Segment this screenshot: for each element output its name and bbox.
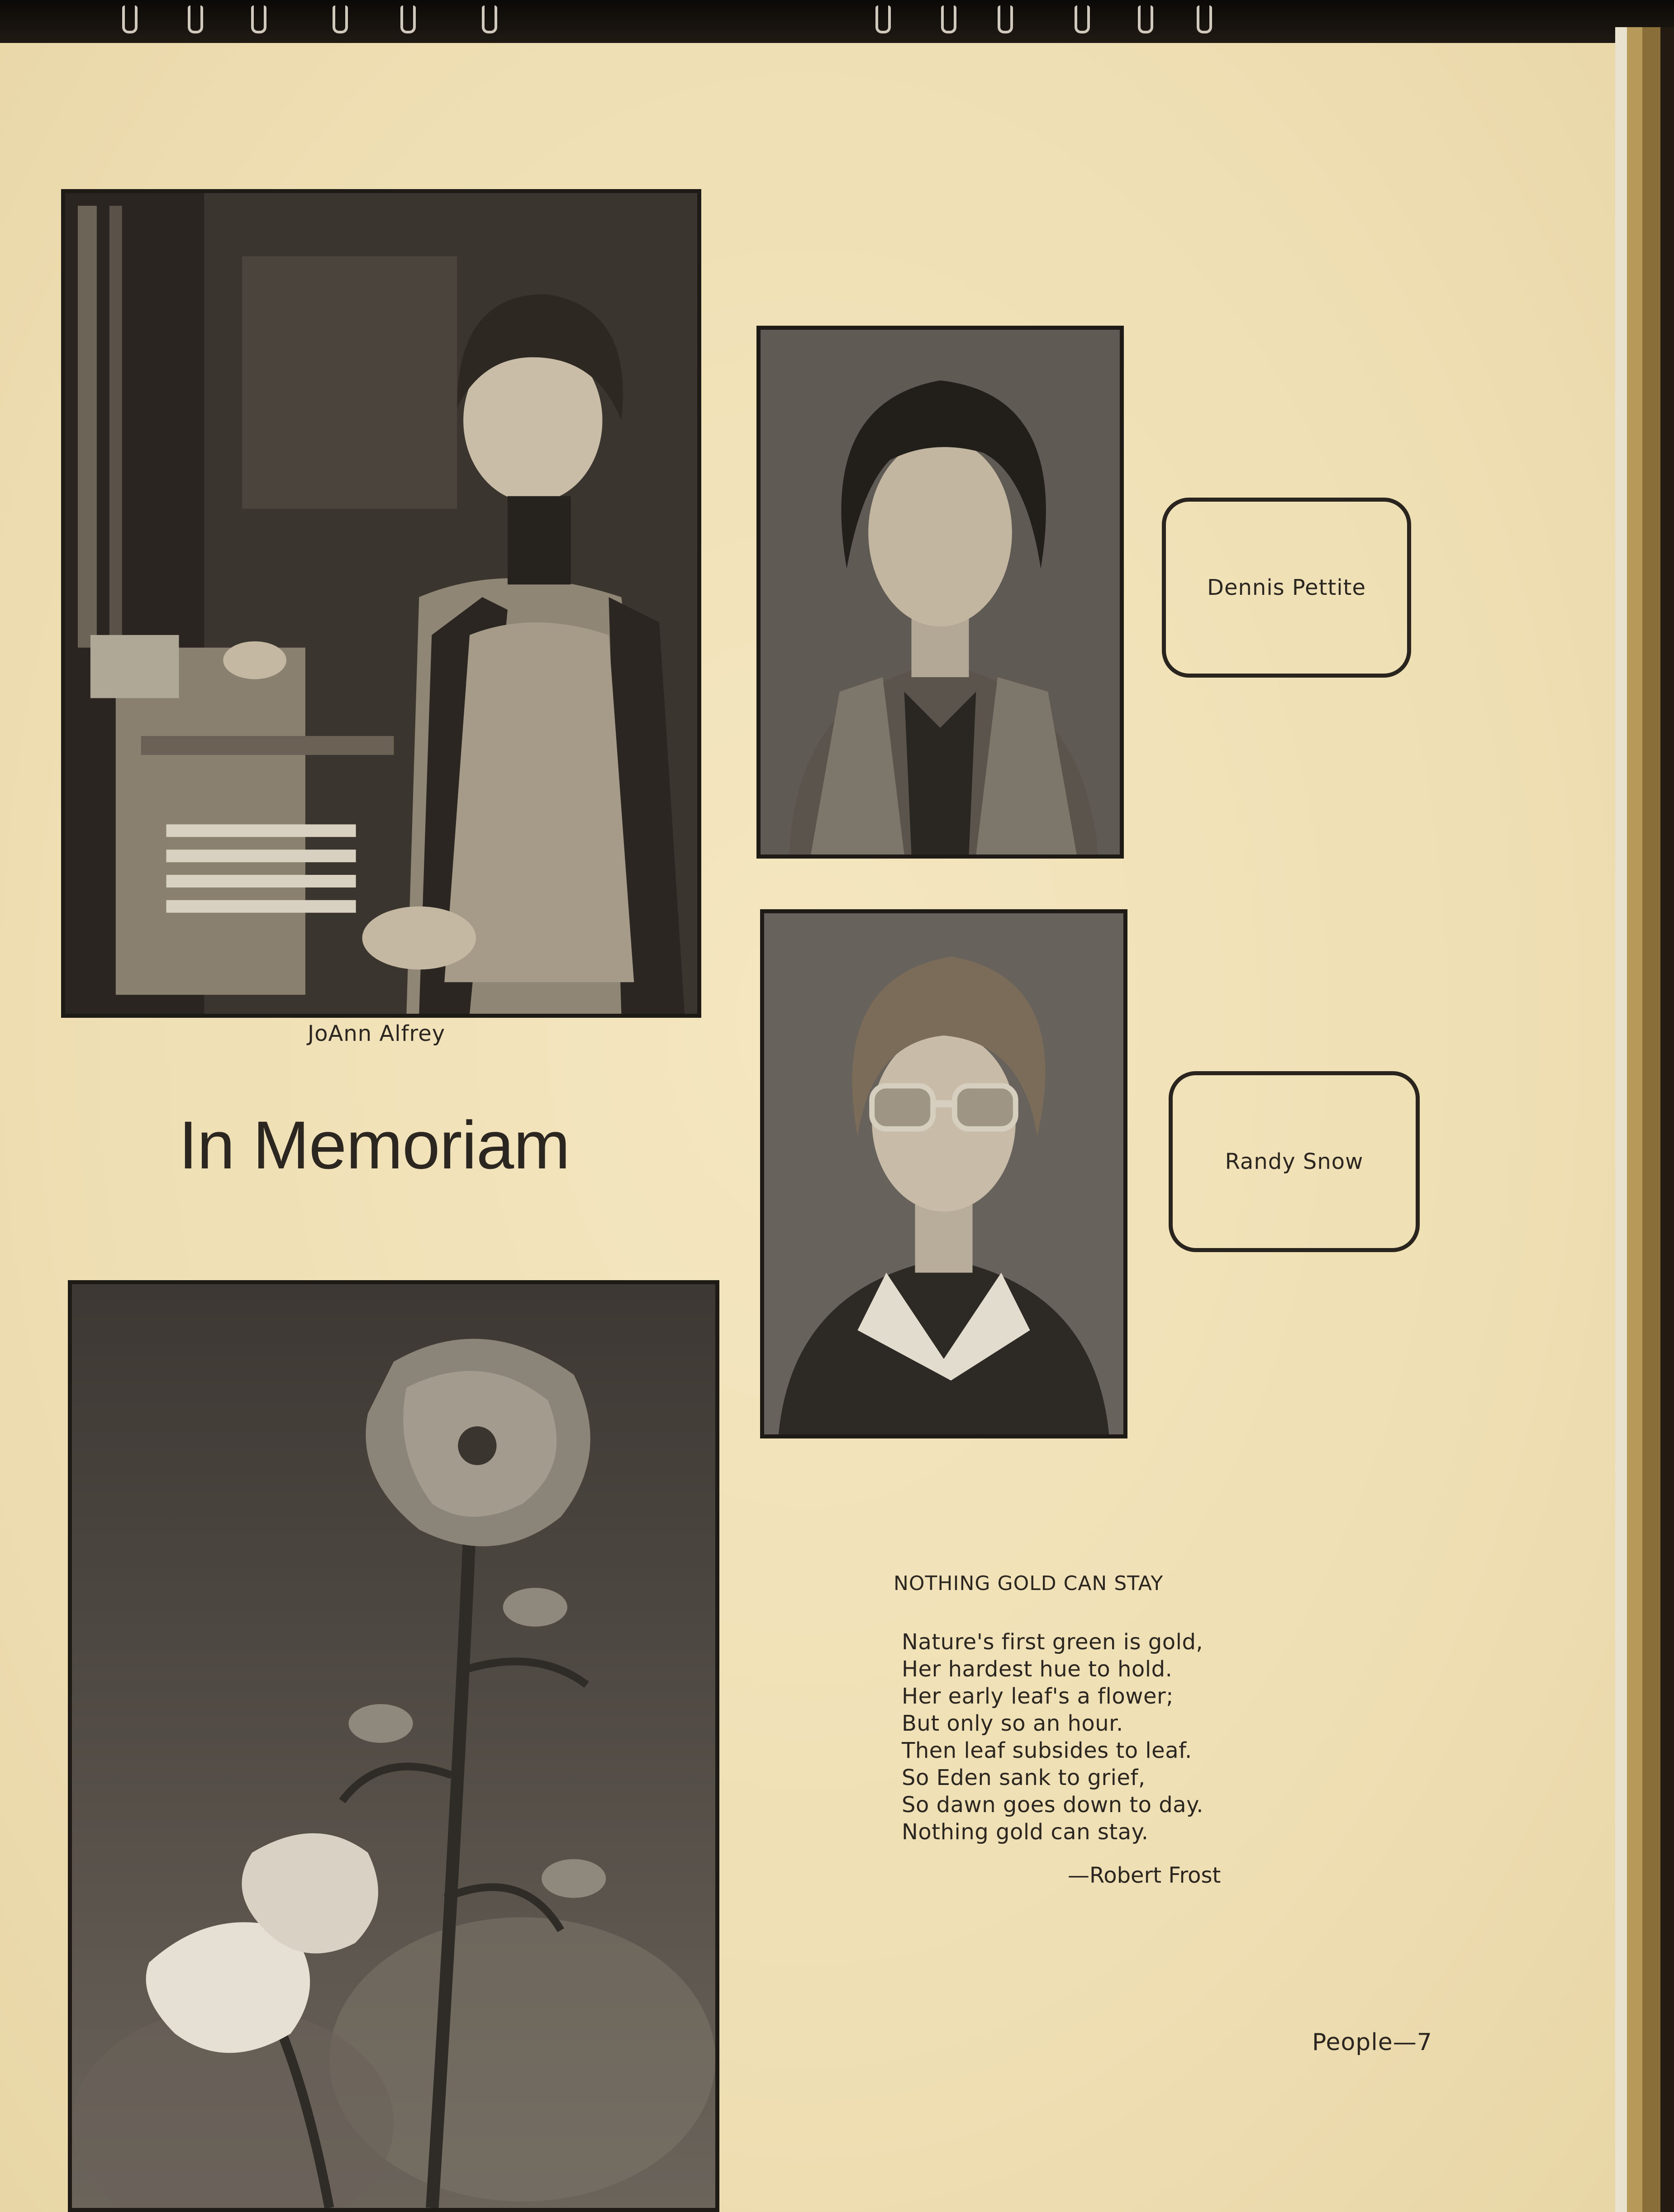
name-label-randy	[1169, 1071, 1420, 1252]
flower-photo	[68, 1280, 719, 2212]
name-label-dennis	[1162, 498, 1411, 678]
binding-clip-icon	[998, 5, 1013, 33]
student-photo-randy	[760, 909, 1127, 1438]
binding-clip-icon	[400, 5, 416, 33]
binding-strip	[0, 0, 1674, 43]
student-photo-dennis-image	[761, 330, 1120, 854]
binding-clip-icon	[482, 5, 497, 33]
poem-line: Her hardest hue to hold.	[902, 1657, 1173, 1682]
page-heading: In Memoriam	[179, 1107, 570, 1183]
binding-clip-icon	[122, 5, 138, 33]
poem-line: Her early leaf's a flower;	[902, 1684, 1174, 1709]
page-number: People—7	[1312, 2029, 1432, 2056]
name-label-randy-text: Randy Snow	[1225, 1149, 1364, 1174]
binding-clip-icon	[251, 5, 266, 33]
poem-line: So dawn goes down to day.	[902, 1792, 1203, 1818]
student-photo-dennis	[756, 326, 1124, 859]
poem-body	[902, 1628, 1203, 1846]
teacher-photo-image	[65, 193, 697, 1014]
poem-line: Nature's first green is gold,	[902, 1629, 1203, 1655]
student-photo-randy-image	[764, 913, 1123, 1434]
binding-clip-icon	[941, 5, 956, 33]
poem-title: NOTHING GOLD CAN STAY	[894, 1572, 1164, 1595]
flower-photo-image	[72, 1284, 715, 2208]
teacher-caption: JoAnn Alfrey	[308, 1021, 446, 1046]
poem-author: —Robert Frost	[1068, 1863, 1221, 1888]
poem-line: So Eden sank to grief,	[902, 1765, 1146, 1790]
poem-line: Nothing gold can stay.	[902, 1819, 1149, 1845]
binding-clip-icon	[1075, 5, 1090, 33]
binding-clip-icon	[333, 5, 348, 33]
poem-line: Then leaf subsides to leaf.	[902, 1738, 1192, 1763]
binding-clip-icon	[188, 5, 203, 33]
book-cover-edge	[1615, 27, 1674, 2212]
name-label-dennis-text: Dennis Pettite	[1207, 575, 1366, 600]
poem-line: But only so an hour.	[902, 1711, 1123, 1736]
binding-clip-icon	[875, 5, 891, 33]
binding-clip-icon	[1197, 5, 1212, 33]
binding-clip-icon	[1138, 5, 1153, 33]
teacher-photo	[61, 189, 701, 1018]
